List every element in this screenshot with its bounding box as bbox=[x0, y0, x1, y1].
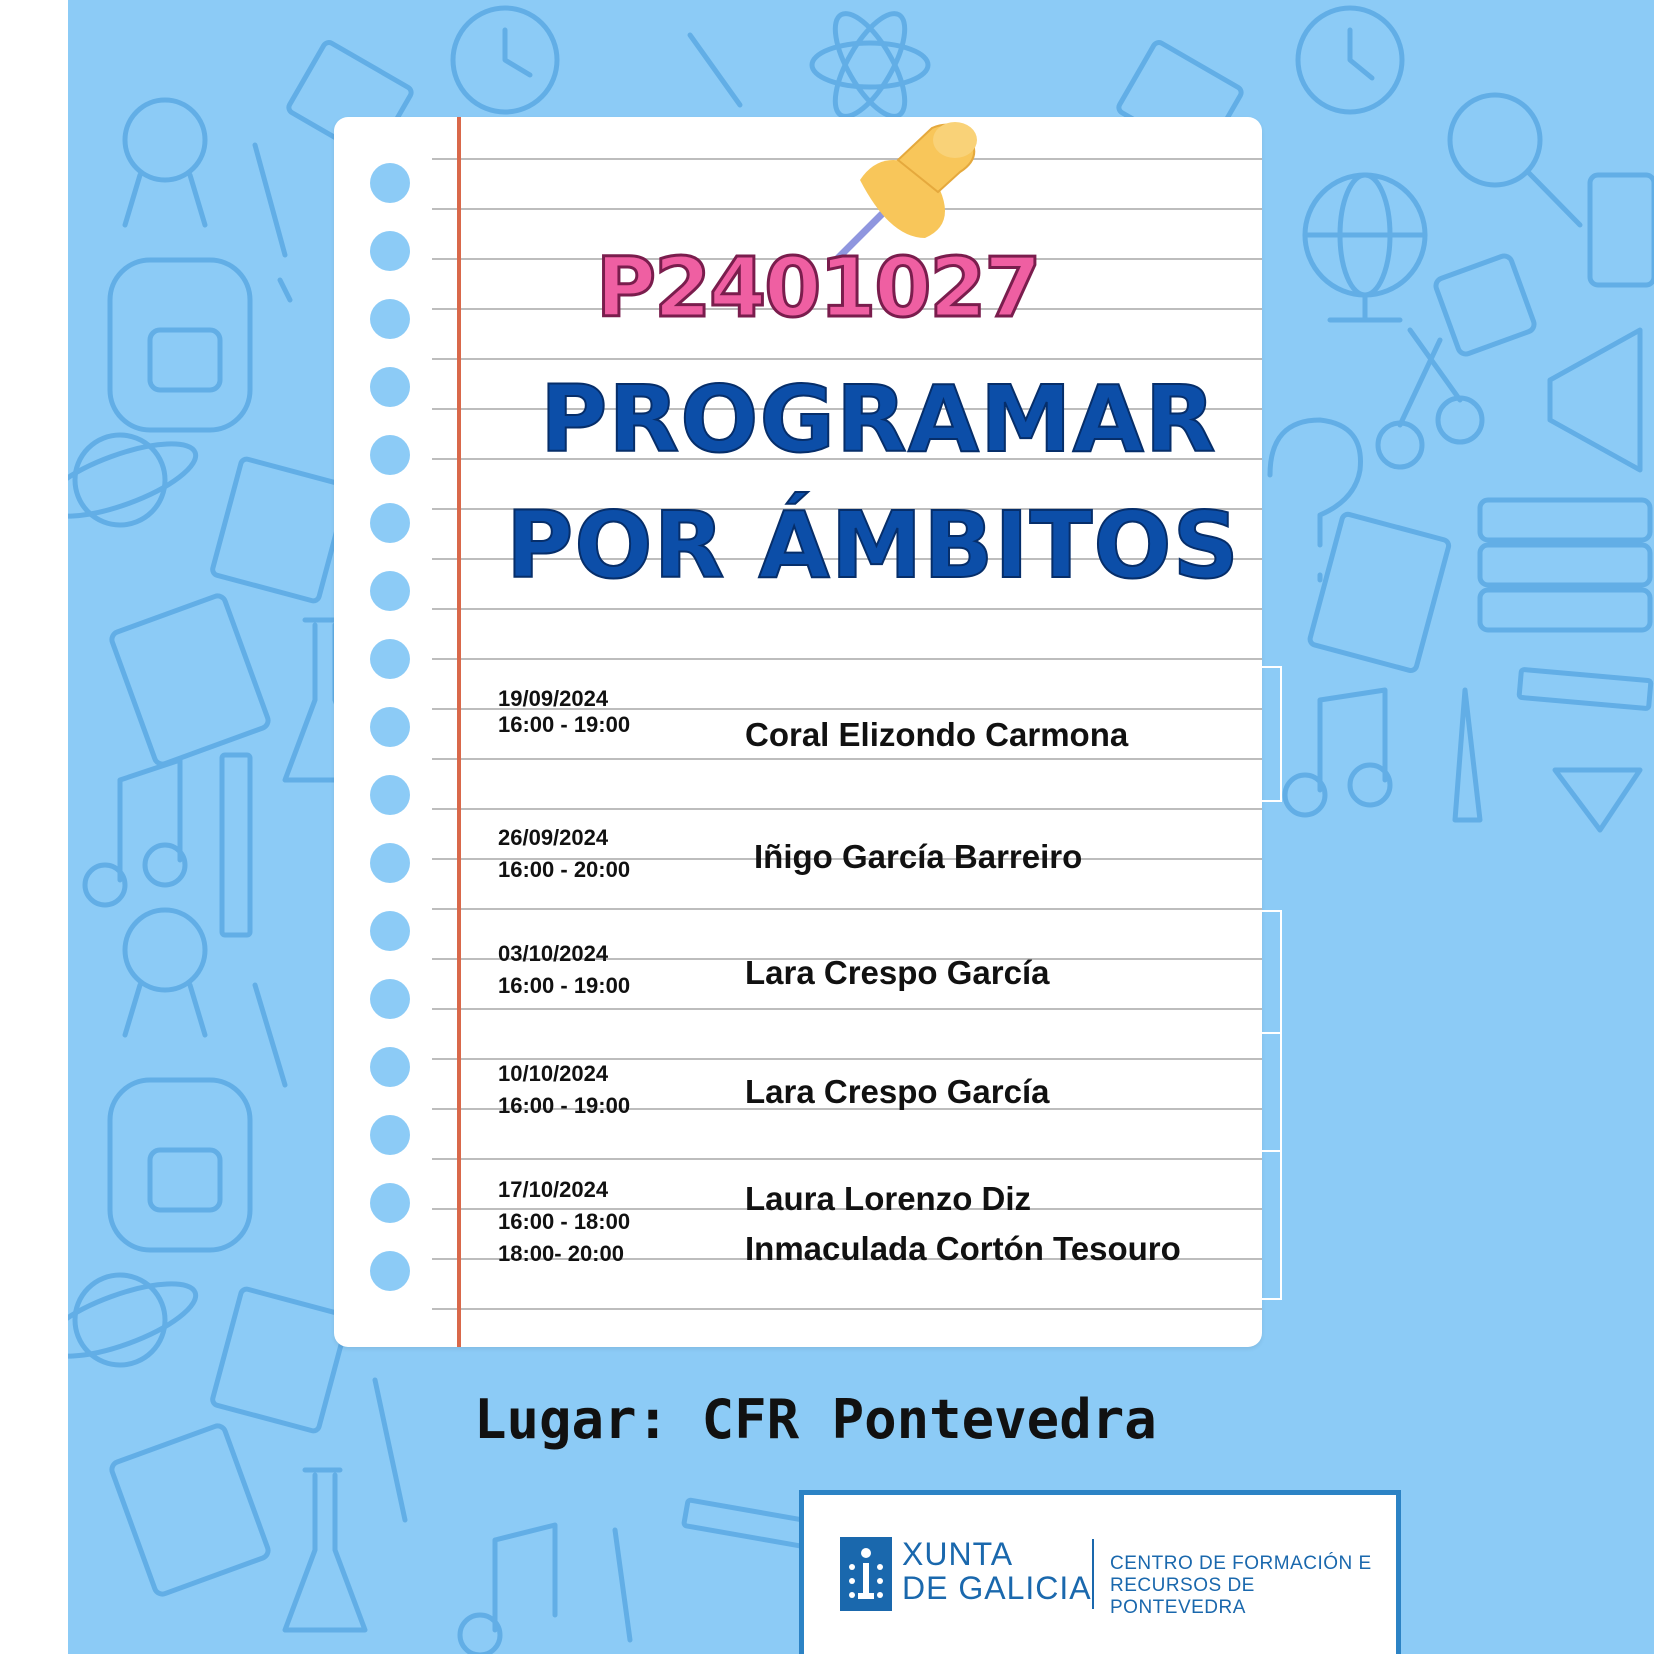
xunta-emblem-icon bbox=[840, 1537, 892, 1611]
binder-hole bbox=[370, 163, 410, 203]
table-frame bbox=[1262, 666, 1282, 802]
session-speaker: Coral Elizondo Carmona bbox=[745, 716, 1129, 753]
xunta-wordmark bbox=[902, 1537, 1092, 1605]
binder-hole bbox=[370, 1047, 410, 1087]
cfr-line-2: RECURSOS DE PONTEVEDRA bbox=[1110, 1575, 1255, 1618]
table-frame bbox=[1262, 910, 1282, 1034]
session-datetime bbox=[498, 822, 630, 886]
cfr-line-1: CENTRO DE FORMACIÓN E bbox=[1110, 1553, 1372, 1574]
cfr-wordmark bbox=[1110, 1553, 1396, 1619]
course-code: P2401027 bbox=[596, 241, 1040, 336]
session-date: 26/09/2024 bbox=[498, 825, 609, 850]
session-time: 16:00 - 20:00 bbox=[498, 857, 631, 882]
binder-hole bbox=[370, 843, 410, 883]
session-datetime bbox=[498, 686, 630, 738]
left-margin-strip bbox=[0, 0, 68, 1654]
binder-hole bbox=[370, 911, 410, 951]
session-date: 19/09/2024 bbox=[498, 686, 609, 711]
binder-hole bbox=[370, 435, 410, 475]
logo-divider bbox=[1092, 1539, 1094, 1609]
session-datetime bbox=[498, 1058, 630, 1122]
binder-hole bbox=[370, 571, 410, 611]
session-speaker: Laura Lorenzo Diz bbox=[745, 1180, 1032, 1217]
xunta-logo-box bbox=[799, 1490, 1401, 1654]
session-datetime bbox=[498, 1174, 630, 1270]
binder-hole bbox=[370, 503, 410, 543]
session-time: 16:00 - 19:00 bbox=[498, 973, 631, 998]
session-speaker: Inmaculada Cortón Tesouro bbox=[745, 1230, 1181, 1267]
session-date: 03/10/2024 bbox=[498, 941, 609, 966]
binder-hole bbox=[370, 979, 410, 1019]
binder-hole bbox=[370, 1115, 410, 1155]
binder-hole bbox=[370, 231, 410, 271]
table-frame bbox=[1262, 1032, 1282, 1152]
binder-hole bbox=[370, 639, 410, 679]
xunta-line-1: XUNTA bbox=[902, 1536, 1014, 1572]
xunta-line-2: DE GALICIA bbox=[902, 1570, 1092, 1606]
binder-hole bbox=[370, 1183, 410, 1223]
session-date: 10/10/2024 bbox=[498, 1061, 609, 1086]
session-datetime bbox=[498, 938, 630, 1002]
session-speaker: Lara Crespo García bbox=[745, 954, 1050, 991]
session-time: 18:00- 20:00 bbox=[498, 1241, 624, 1266]
binder-hole bbox=[370, 367, 410, 407]
binder-hole bbox=[370, 707, 410, 747]
binder-hole bbox=[370, 299, 410, 339]
table-frame bbox=[1262, 1150, 1282, 1300]
session-time: 16:00 - 19:00 bbox=[498, 1093, 631, 1118]
session-speaker: Iñigo García Barreiro bbox=[754, 838, 1083, 875]
margin-line bbox=[457, 117, 461, 1347]
course-title-line-2: POR ÁMBITOS bbox=[506, 492, 1240, 599]
course-title-line-1: PROGRAMAR bbox=[540, 366, 1217, 473]
binder-hole bbox=[370, 775, 410, 815]
session-date: 17/10/2024 bbox=[498, 1177, 609, 1202]
session-speakers bbox=[745, 1174, 1181, 1274]
session-time: 16:00 - 18:00 bbox=[498, 1209, 631, 1234]
venue-label: Lugar: CFR Pontevedra bbox=[474, 1388, 1157, 1451]
session-speaker: Lara Crespo García bbox=[745, 1073, 1050, 1110]
session-time: 16:00 - 19:00 bbox=[498, 712, 631, 737]
binder-hole bbox=[370, 1251, 410, 1291]
